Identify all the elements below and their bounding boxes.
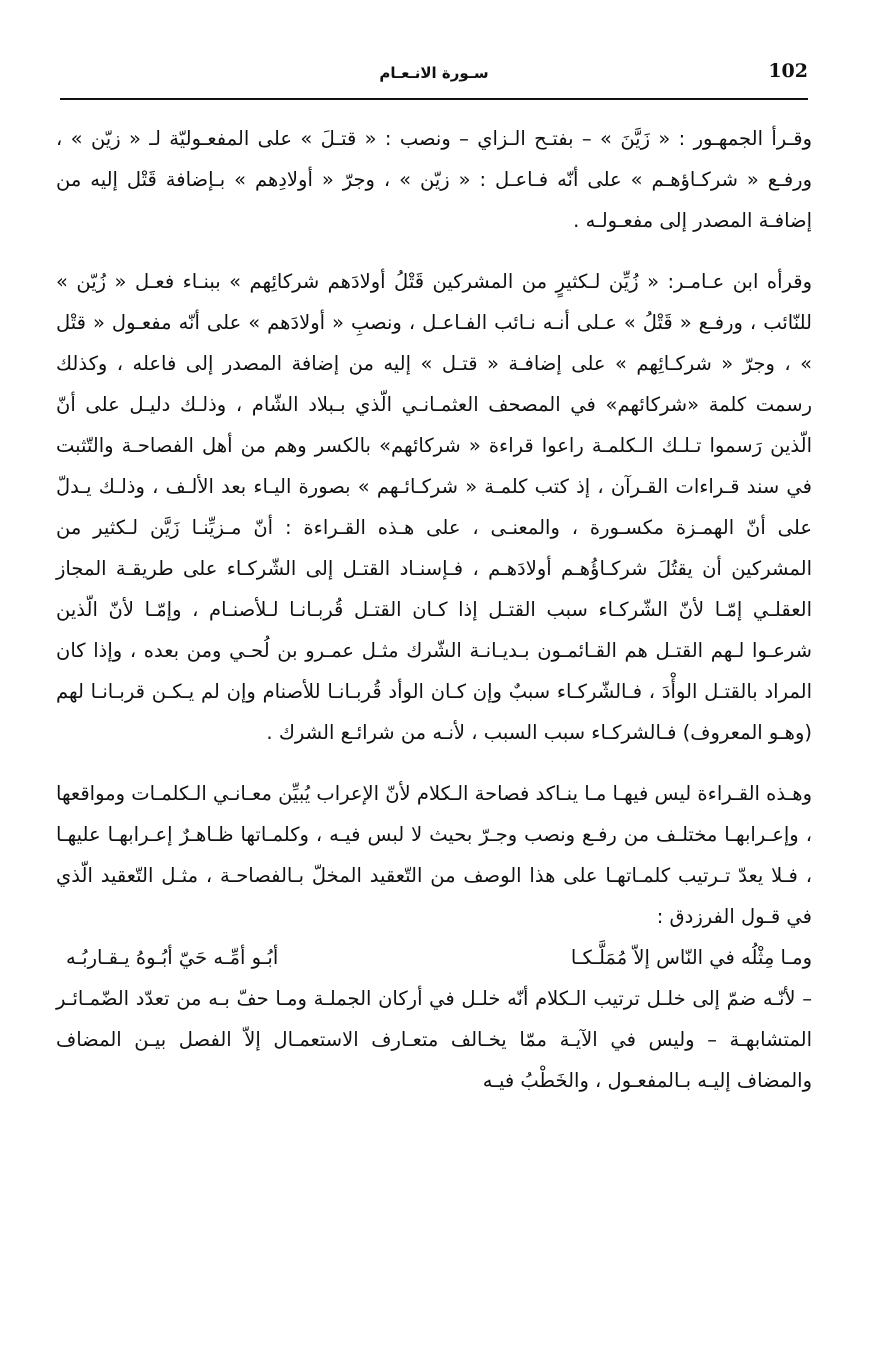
page-header	[60, 58, 808, 100]
verse-second-hemistich: أبُـو أمِّـه حَيّ أبُـوهُ يـقـاربُـه	[66, 946, 279, 969]
verse-first-hemistich: ومـا مِثْلُه في النّاس إلاّ مُمَلَّـكـا	[570, 946, 812, 969]
body-text	[56, 118, 812, 1101]
paragraph-4: – لأنّـه ضمّ إلى خلـل ترتيب الـكلام أنّه خلـل في أركان الجملـة ومـا حفّ بـه من تعدّد الضّمـائـر المتشابهـة – وليس في الآيـة ممّا يخـالف متعـارف الاستعمـال إلاّ الفصل بيـن المضاف والمضاف إليـه بـالمفعـول ، والخَطْبُ فيـه	[56, 987, 812, 1092]
paragraph-2: وقرأه ابن عـامـر: « زُيِّن لـكثيرٍ من المشركين قَتْلُ أولادَهم شركائِهم » ببنـاء فعـل « زُيّن » للنّائب ، ورفـع « قَتْلُ » عـلى أنـه نـائب الفـاعـل ، ونصبِ « أولادَهم » على أنّه مفعـول « قتْل » ، وجرّ « شركـائِهم » على إضافـة « قتـل » إليه من إضافة المصدر إلى فاعله ، وكذلك رسمت كلمة «شركائهم» في المصحف العثمـانـي الّذي بـبلاد الشّام ، وذلـك دليـل على أنّ الّذين رَسموا تـلـك الـكلمـة راعوا قراءة « شركائهم» بالكسر وهم من أهل الفصاحـة والتّثبت في سند قـراءات القـرآن ، إذ كتب كلمـة « شركـائـهم » بصورة اليـاء بعد الألـف ، وذلـك يـدلّ على أنّ الهمـزة مكسـورة ، والمعنـى ، على هـذه القـراءة : أنّ مـزيِّنـا زَيَّن لـكثير من المشركين أن يقتُلَ شركـاؤُهـم أولادَهـم ، فـإسنـاد القتـل إلى الشّركـاء على طريقـة المجاز العقلـي إمّـا لأنّ الشّركـاء سبب القتـل إذا كـان القتـل قُربـانـا لـلأصنـام ، وإمّـا لأنّ الّذين شرعـوا لـهم القتـل هم القـائمـون بـديـانـة الشّرك مثـل عمـرو بن لُحـي ومن بعده ، وإذا كان المراد بالقتـل الوأْدَ ، فـالشّركـاء سببٌ وإن كـان الوأد قُربـانـا للأصنام وإن لم يـكـن قربـانـا لهم (وهـو المعروف) فـالشركـاء سبب السبب ، لأنـه من شرائـع الشرك .	[56, 270, 812, 744]
running-head: سـورة الانـعـام	[379, 64, 489, 82]
page-number: 102	[768, 60, 808, 82]
paragraph-3: وهـذه القـراءة ليس فيهـا مـا ينـاكد فصاحة الـكلام لأنّ الإعراب يُبيِّن معـانـي الـكلمـات ومواقعها ، وإعـرابهـا مختلـف من رفـع ونصب وجـرّ بحيث لا لبس فيـه ، وكلمـاتها ظـاهـرٌ إعـرابهـا عليهـا ، فـلا يعدّ تـرتيب كلمـاتهـا على هذا الوصف من التّعقيد المخلّ بـالفصاحـة ، مثـل التّعقيد الّذي في قـول الفرزدق :	[56, 782, 812, 928]
paragraph-1: وقـرأ الجمهـور : « زَيَّنَ » – بفتـح الـزاي – ونصب : « قتـلَ » على المفعـوليّة لـ « زيّن » ، ورفـع « شركـاؤهـم » على أنّه فـاعـل : « زيّن » ، وجرّ « أولادِهم » بـإضافة قَتْل إليه من إضافـة المصدر إلى مفعـولـه .	[56, 127, 812, 232]
poetry-verse	[56, 937, 812, 978]
